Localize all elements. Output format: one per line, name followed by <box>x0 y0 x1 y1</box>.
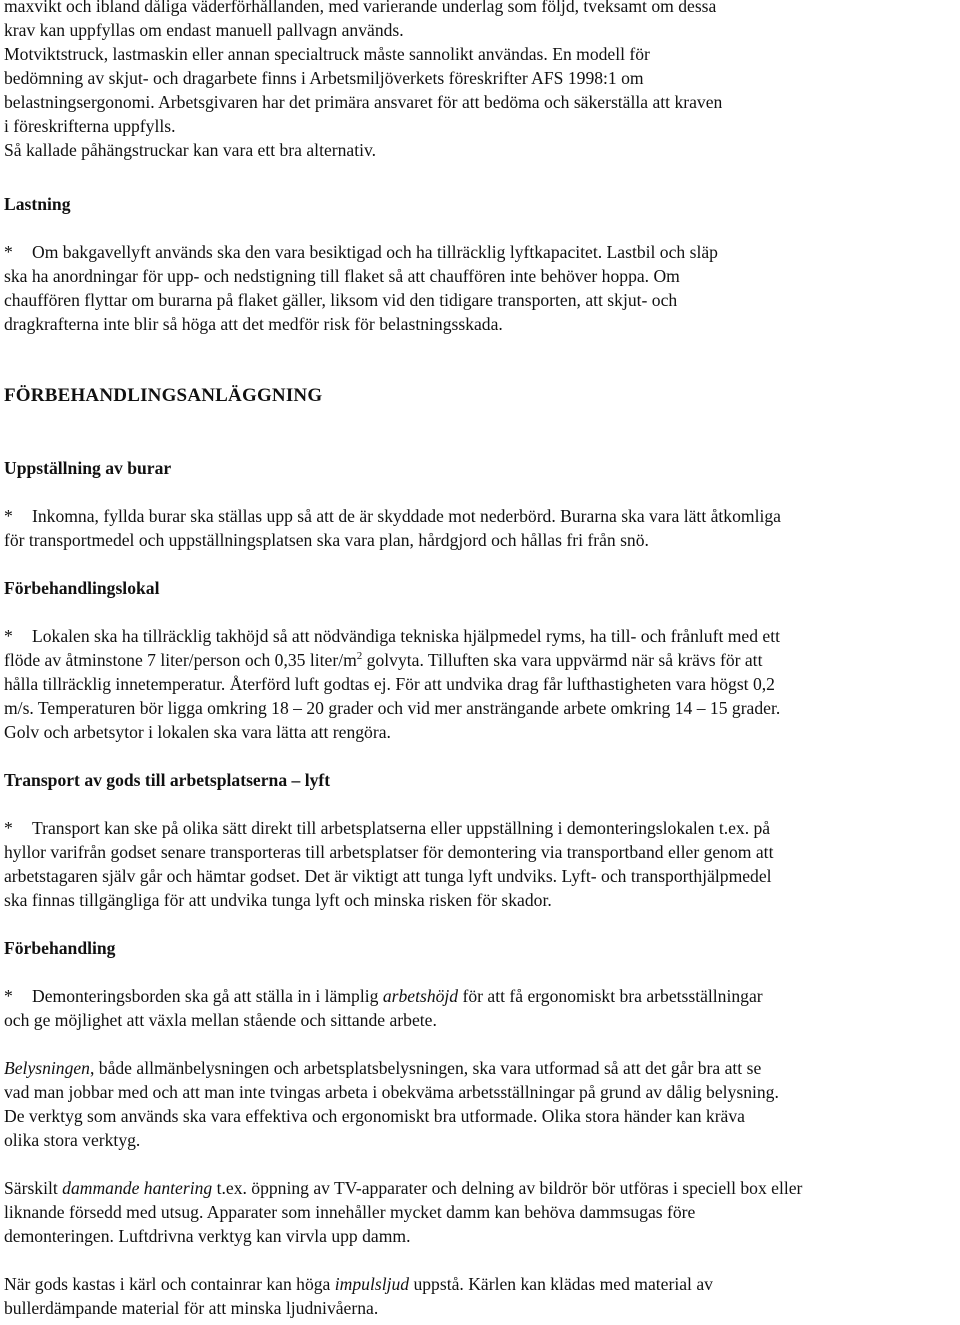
intro-line-7: Så kallade påhängstruckar kan vara ett bra alternativ. <box>4 140 377 160</box>
lastning-line-1: Om bakgavellyft används ska den vara besiktigad och ha tillräcklig lyftkapacitet. Lastbil och släp <box>32 242 718 262</box>
lokal-line-1: Lokalen ska ha tillräcklig takhöjd så att nödvändiga tekniska hjälpmedel ryms, ha till- och frånluft med ett <box>32 626 781 646</box>
transport-line-2: hyllor varifrån godset senare transporteras till arbetsplatser för demontering via transportband eller genom att <box>4 842 774 862</box>
belysning-line-4: olika stora verktyg. <box>4 1130 141 1150</box>
bullet-star: * <box>4 242 13 262</box>
intro-line-1: maxvikt och ibland dåliga väderförhållanden, med varierande underlag som följd, tveksamt om dessa <box>4 0 717 16</box>
impulsljud-emphasis: impulsljud <box>334 1274 410 1294</box>
belysning-line-2: vad man jobbar med och att man inte tvingas arbeta i obekväma arbetsställningar på grund av dålig belysning. <box>4 1082 779 1102</box>
lastning-paragraph <box>4 240 954 336</box>
document-page <box>4 0 954 1320</box>
buller-paragraph <box>4 1272 954 1320</box>
lastning-line-4: dragkrafterna inte blir så höga att det medför risk för belastningsskada. <box>4 314 503 334</box>
belysningen-emphasis: Belysningen <box>4 1058 90 1078</box>
lastning-line-3: chauffören flyttar om burarna på flaket gäller, liksom vid den tidigare transporten, att skjut- och <box>4 290 678 310</box>
intro-line-5: belastningsergonomi. Arbetsgivaren har det primära ansvaret för att bedöma och säkerställa att kraven <box>4 92 723 112</box>
intro-paragraph <box>4 0 954 162</box>
superscript-2: 2 <box>356 650 363 662</box>
lokal-line-2 <box>4 648 954 672</box>
lokal-line-4: m/s. Temperaturen bör ligga omkring 18 – 20 grader och vid mer ansträngande arbete omkring 14 – 15 grader. <box>4 698 781 718</box>
transport-line-3: arbetstagaren själv går och hämtar godset. Det är viktigt att tunga lyft undviks. Lyft- och transporthjälpmedel <box>4 866 772 886</box>
buller-line-2: bullerdämpande material för att minska ljudnivåerna. <box>4 1298 379 1318</box>
uppstallning-line-1: Inkomna, fyllda burar ska ställas upp så att de är skyddade mot nederbörd. Burarna ska vara lätt åtkomliga <box>32 506 781 526</box>
bullet-star: * <box>4 818 13 838</box>
lokal-line-5: Golv och arbetsytor i lokalen ska vara lätta att rengöra. <box>4 722 391 742</box>
damm-line-2: liknande försedd med utsug. Apparater som innehåller mycket damm kan behöva dammsugas före <box>4 1202 696 1222</box>
intro-line-2: krav kan uppfyllas om endast manuell pallvagn används. <box>4 20 404 40</box>
forbehandling-line-2: och ge möjlighet att växla mellan stående och sittande arbete. <box>4 1010 437 1030</box>
buller-line-1-text: När gods kastas i kärl och containrar kan höga <box>4 1274 335 1294</box>
bullet-star: * <box>4 986 13 1006</box>
intro-line-3: Motviktstruck, lastmaskin eller annan specialtruck måste sannolikt användas. En modell för <box>4 44 650 64</box>
lokal-line-2-rest: golvyta. Tilluften ska vara uppvärmd när så krävs för att <box>362 650 763 670</box>
lokal-line-2-text: flöde av åtminstone 7 liter/person och 0,35 liter/m <box>4 650 357 670</box>
uppstallning-paragraph <box>4 504 954 552</box>
belysning-paragraph <box>4 1056 954 1152</box>
transport-paragraph <box>4 816 954 912</box>
main-heading: FÖRBEHANDLINGSANLÄGGNING <box>4 385 323 406</box>
bullet-star: * <box>4 506 13 526</box>
uppstallning-heading: Uppställning av burar <box>4 458 172 478</box>
lokal-heading: Förbehandlingslokal <box>4 578 160 598</box>
uppstallning-line-2: för transportmedel och uppställningsplatsen ska vara plan, hårdgjord och hållas fri från snö. <box>4 530 649 550</box>
lokal-paragraph <box>4 624 954 744</box>
damm-paragraph <box>4 1176 954 1248</box>
damm-line-1-text: Särskilt <box>4 1178 63 1198</box>
lastning-heading: Lastning <box>4 194 71 214</box>
dammande-hantering-emphasis: dammande hantering <box>62 1178 213 1198</box>
belysning-line-3: De verktyg som används ska vara effektiva och ergonomiskt bra utformade. Olika stora händer kan kräva <box>4 1106 745 1126</box>
arbetshojd-emphasis: arbetshöjd <box>382 986 459 1006</box>
intro-line-4: bedömning av skjut- och dragarbete finns i Arbetsmiljöverkets föreskrifter AFS 1998:1 om <box>4 68 644 88</box>
lokal-line-3: hålla tillräcklig innetemperatur. Återförd luft godtas ej. För att undvika drag får lufthastigheten vara högst 0,2 <box>4 674 775 694</box>
forbehandling-paragraph <box>4 984 954 1032</box>
transport-line-1: Transport kan ske på olika sätt direkt till arbetsplatserna eller uppställning i demonteringslokalen t.ex. på <box>32 818 771 838</box>
bullet-star: * <box>4 626 13 646</box>
forbehandling-heading: Förbehandling <box>4 938 116 958</box>
transport-heading: Transport av gods till arbetsplatserna – lyft <box>4 770 331 790</box>
belysning-line-1-rest: , både allmänbelysningen och arbetsplatsbelysningen, ska vara utformad så att det går bra att se <box>89 1058 762 1078</box>
damm-line-1-rest: t.ex. öppning av TV-apparater och delning av bildrör bör utföras i speciell box eller <box>212 1178 803 1198</box>
transport-line-4: ska finnas tillgängliga för att undvika tunga lyft och minska risken för skador. <box>4 890 552 910</box>
buller-line-1-rest: uppstå. Kärlen kan klädas med material av <box>409 1274 713 1294</box>
lastning-line-2: ska ha anordningar för upp- och nedstigning till flaket så att chauffören inte behöver hoppa. Om <box>4 266 680 286</box>
forbehandling-line-1-rest: för att få ergonomiskt bra arbetsställningar <box>458 986 763 1006</box>
intro-line-6: i föreskrifterna uppfylls. <box>4 116 176 136</box>
damm-line-3: demonteringen. Luftdrivna verktyg kan virvla upp damm. <box>4 1226 411 1246</box>
forbehandling-line-1-text: Demonteringsborden ska gå att ställa in i lämplig <box>32 986 383 1006</box>
